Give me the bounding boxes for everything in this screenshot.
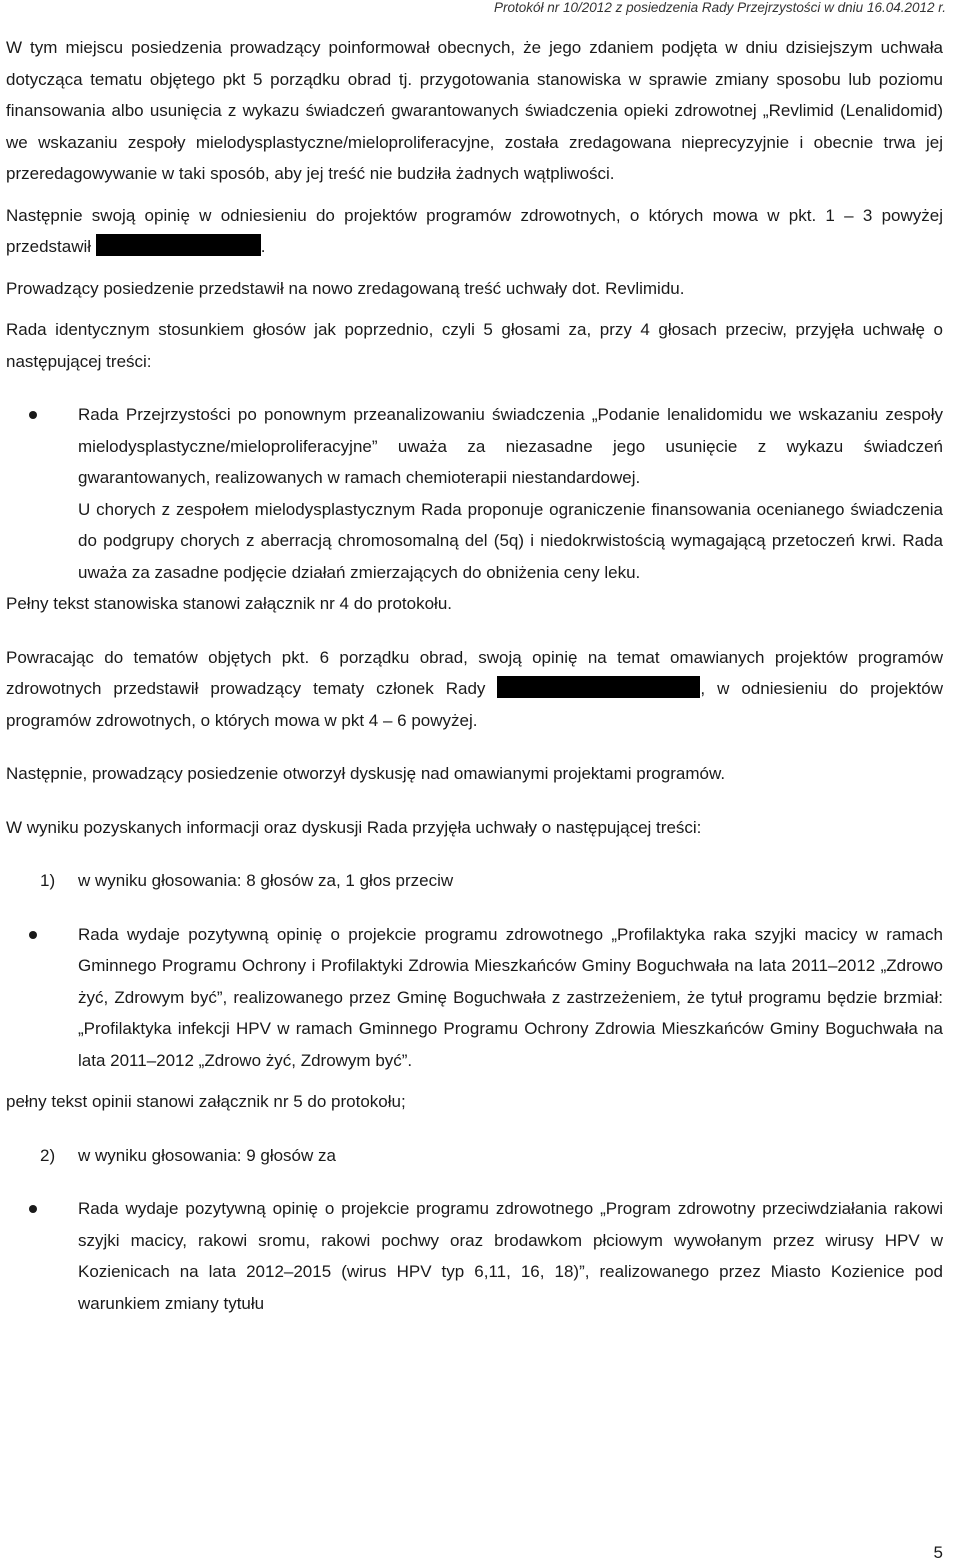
- document-body: [6, 32, 943, 1319]
- paragraph-vote: Rada identycznym stosunkiem głosów jak poprzednio, czyli 5 głosami za, przy 4 głosach przeciw, przyjęła uchwałę o następującej treści:: [6, 320, 943, 371]
- bullet-dot-icon: [29, 411, 37, 419]
- redacted-name-block: [497, 676, 700, 698]
- paragraph-return-end: , w odniesieniu do projektów programów zdrowotnych, o których mowa w pkt 4 – 6 powyżej.: [6, 679, 943, 730]
- bullet-item-boguchwala: [6, 919, 943, 1077]
- item-text: w wyniku głosowania: 8 głosów za, 1 głos przeciw: [78, 871, 454, 890]
- bullet-dot-icon: [29, 1205, 37, 1213]
- page-number: 5: [933, 1543, 943, 1562]
- item-text: w wyniku głosowania: 9 głosów za: [78, 1145, 336, 1165]
- bullet-text: Rada wydaje pozytywną opinię o projekcie programu zdrowotnego „Program zdrowotny przeciwdziałania rakowi szyjki macicy, rakowi sromu, rakowi pochwy oraz brodawkom płciowym wywołanym przez wirusy HPV w Kozienicach na lata 2012–2015 (wirus HPV typ 6,11, 16, 18)”, realizowanego przez Miasto Kozienice pod warunkiem zmiany tytułu: [78, 1199, 943, 1313]
- numbered-item-1: [6, 865, 943, 897]
- item-number: 1): [40, 871, 56, 890]
- numbered-item-2: [6, 1140, 943, 1172]
- document-header: Protokół nr 10/2012 z posiedzenia Rady Przejrzystości w dniu 16.04.2012 r.: [494, 0, 946, 15]
- paragraph-discussion: Następnie, prowadzący posiedzenie otworzył dyskusję nad omawianymi projektami programów.: [6, 764, 726, 783]
- bullet-text-b: U chorych z zespołem mielodysplastycznym Rada proponuje ograniczenie finansowania ocenianego świadczenia do podgrupy chorych z aberracją chromosomalną del (5q) i niedokrwistością wymagającą przetoczeń krwi. Rada uważa za zasadne podjęcie działań zmierzających do obniżenia ceny leku.: [78, 499, 943, 582]
- redacted-name-block: [96, 234, 261, 256]
- paragraph-results: W wyniku pozyskanych informacji oraz dyskusji Rada przyjęła uchwały o następującej treści:: [6, 817, 702, 837]
- paragraph-intro: W tym miejscu posiedzenia prowadzący poinformował obecnych, że jego zdaniem podjęta w dniu dzisiejszym uchwała dotycząca tematu objętego pkt 5 porządku obrad tj. przygotowania stanowiska w sprawie zmiany sposobu lub poziomu finansowania albo usunięcia z wykazu świadczeń gwarantowanych świadczenia opieki zdrowotnej „Revlimid (Lenalidomid) we wskazaniu zespoły mielodysplastyczne/mieloproliferacyjne, została zredagowana nieprecyzyjnie i obecnie trwa jej przeredagowywanie w taki sposób, aby jej treść nie budziła żadnych wątpliwości.: [6, 38, 943, 183]
- paragraph-opinion: [6, 200, 943, 263]
- bullet-item-resolution: [6, 399, 943, 588]
- paragraph-return-text: Powracając do tematów objętych pkt. 6 porządku obrad, swoją opinię na temat omawianych projektów programów zdrowotnych przedstawił prowadzący tematy członek Rady: [6, 647, 943, 698]
- paragraph-opinion-end: .: [260, 237, 266, 256]
- paragraph-return: [6, 642, 943, 737]
- paragraph-opinion-text: Następnie swoją opinię w odniesieniu do projektów programów zdrowotnych, o których mowa w pkt. 1 – 3 powyżej przedstawił: [6, 205, 943, 256]
- paragraph-attachment-4: Pełny tekst stanowiska stanowi załącznik nr 4 do protokołu.: [6, 594, 453, 613]
- item-number: 2): [40, 1145, 56, 1165]
- paragraph-revlimid: Prowadzący posiedzenie przedstawił na nowo zredagowaną treść uchwały dot. Revlimidu.: [6, 278, 685, 298]
- bullet-item-kozienice: [6, 1193, 943, 1319]
- paragraph-attachment-5: pełny tekst opinii stanowi załącznik nr 5 do protokołu;: [6, 1092, 406, 1111]
- bullet-text-a: Rada Przejrzystości po ponownym przeanalizowaniu świadczenia „Podanie lenalidomidu we wskazaniu zespoły mielodysplastyczne/mieloproliferacyjne” uważa za niezasadne jego usunięcie z wykazu świadczeń gwarantowanych, realizowanych w ramach chemioterapii niestandardowej.: [78, 405, 943, 487]
- bullet-dot-icon: [29, 931, 37, 939]
- bullet-text: Rada wydaje pozytywną opinię o projekcie programu zdrowotnego „Profilaktyka raka szyjki macicy w ramach Gminnego Programu Ochrony i Profilaktyki Zdrowia Mieszkańców Gminy Boguchwała na lata 2011–2012 „Zdrowo żyć, Zdrowym być”, realizowanego przez Gminę Boguchwała z zastrzeżeniem, że tytuł programu będzie brzmiał: „Profilaktyka infekcji HPV w ramach Gminnego Programu Ochrony Zdrowia Mieszkańców Gminy Boguchwała na lata 2011–2012 „Zdrowo żyć, Zdrowym być”.: [78, 924, 943, 1070]
